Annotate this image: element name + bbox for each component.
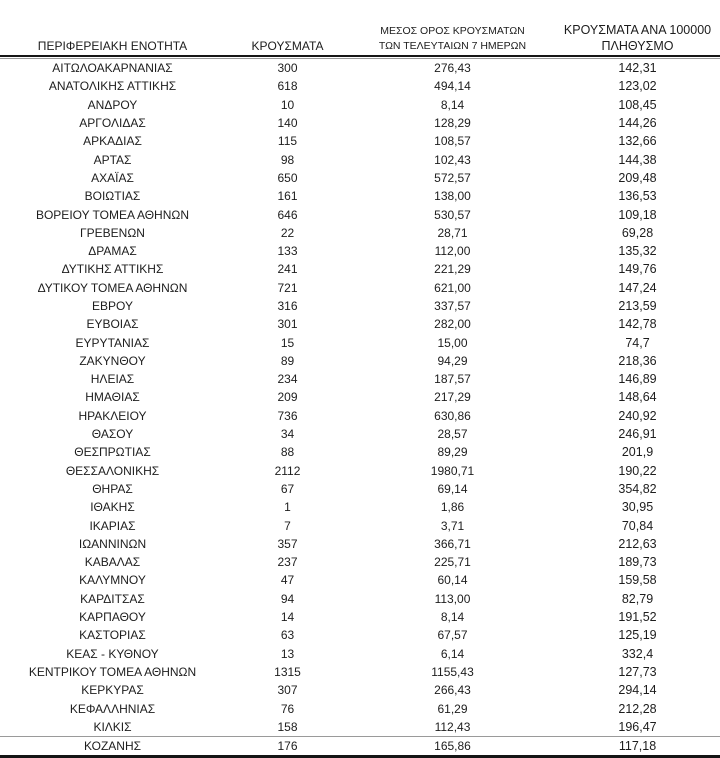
table-row (0, 407, 720, 425)
cell-avg7: 60,14 (437, 573, 468, 588)
cell-cases: 176 (277, 739, 298, 754)
cell-per100k: 240,92 (618, 408, 657, 423)
table-header-row (0, 0, 720, 57)
cell-region: ΒΟΙΩΤΙΑΣ (84, 189, 141, 204)
cell-region: ΖΑΚΥΝΘΟΥ (79, 353, 146, 368)
table-row (0, 297, 720, 315)
table-row (0, 150, 720, 168)
table-row (0, 388, 720, 406)
cell-region: ΚΕΡΚΥΡΑΣ (81, 683, 144, 698)
cell-per100k: 218,36 (618, 353, 657, 368)
cell-avg7: 337,57 (434, 299, 471, 313)
cell-cases: 161 (277, 189, 298, 204)
cell-cases: 14 (280, 610, 295, 625)
cell-cases: 209 (277, 390, 298, 405)
cell-region: ΕΥΡΥΤΑΝΙΑΣ (75, 335, 150, 350)
table-row (0, 590, 720, 608)
cell-per100k: 109,18 (618, 207, 657, 222)
cell-cases: 76 (280, 701, 295, 716)
cell-per100k: 191,52 (618, 610, 657, 625)
cell-region: ΔΥΤΙΚΗΣ ΑΤΤΙΚΗΣ (61, 262, 164, 277)
cell-per100k: 136,53 (618, 189, 657, 204)
cell-avg7: 630,86 (434, 408, 471, 423)
cell-avg7: 108,57 (434, 134, 471, 149)
column-header-region-label: ΠΕΡΙΦΕΡΕΙΑΚΗ ΕΝΟΤΗΤΑ (37, 39, 188, 53)
cell-cases: 98 (280, 152, 295, 167)
cell-region: ΘΗΡΑΣ (92, 481, 133, 496)
cell-cases: 63 (280, 628, 295, 643)
cell-region: ΙΩΑΝΝΙΝΩΝ (78, 536, 147, 551)
cell-avg7: 112,43 (434, 719, 471, 734)
cell-cases: 115 (277, 134, 298, 149)
column-header-avg7-line2: ΤΩΝ ΤΕΛΕΥΤΑΙΩΝ 7 ΗΜΕΡΩΝ (378, 40, 527, 52)
cell-region: ΚΑΡΠΑΘΟΥ (79, 610, 146, 625)
cell-per100k: 132,66 (618, 134, 657, 149)
column-header-cases (225, 39, 350, 54)
cell-avg7: 6,14 (440, 646, 465, 661)
table-row (0, 443, 720, 461)
cell-cases: 237 (277, 555, 298, 570)
table-row (0, 352, 720, 370)
cell-avg7: 102,43 (434, 152, 471, 167)
table-row (0, 462, 720, 480)
cell-per100k: 201,9 (621, 445, 654, 460)
cell-cases: 301 (277, 317, 298, 332)
cell-region: ΗΜΑΘΙΑΣ (85, 390, 140, 405)
column-header-per100k (555, 22, 720, 54)
cell-avg7: 94,29 (437, 353, 468, 368)
cell-avg7: 282,00 (434, 317, 471, 332)
cell-region: ΕΒΡΟΥ (92, 299, 133, 313)
cell-region: ΚΟΖΑΝΗΣ (83, 739, 142, 754)
cell-avg7: 138,00 (434, 189, 471, 204)
table-row (0, 169, 720, 187)
table-row (0, 114, 720, 132)
cell-region: ΘΑΣΟΥ (91, 427, 134, 442)
cell-per100k: 74,7 (625, 335, 650, 350)
cell-per100k: 354,82 (618, 481, 657, 496)
cell-cases: 241 (277, 262, 298, 277)
table-row (0, 699, 720, 717)
cell-cases: 357 (277, 536, 298, 551)
cell-per100k: 117,18 (618, 739, 657, 754)
table-row (0, 77, 720, 95)
table-row (0, 498, 720, 516)
cell-region: ΗΡΑΚΛΕΙΟΥ (78, 408, 147, 423)
cell-avg7: 8,14 (440, 97, 465, 112)
cell-per100k: 135,32 (618, 244, 657, 259)
cell-avg7: 67,57 (437, 628, 468, 643)
cell-per100k: 144,38 (618, 152, 657, 167)
cell-avg7: 112,00 (434, 244, 471, 259)
cell-cases: 650 (277, 170, 298, 185)
table-row (0, 315, 720, 333)
cell-per100k: 142,31 (618, 61, 657, 76)
cell-avg7: 8,14 (440, 610, 465, 625)
cell-region: ΘΕΣΠΡΩΤΙΑΣ (74, 445, 151, 460)
cell-avg7: 69,14 (437, 481, 468, 496)
cell-per100k: 147,24 (618, 280, 657, 295)
cell-per100k: 30,95 (621, 500, 654, 515)
cell-region: ΚΑΛΥΜΝΟΥ (79, 573, 146, 588)
cell-cases: 307 (277, 683, 298, 698)
table-row (0, 224, 720, 242)
cell-avg7: 221,29 (434, 262, 471, 277)
table-row (0, 736, 720, 755)
cell-cases: 88 (280, 445, 295, 460)
cell-cases: 618 (277, 79, 298, 94)
table-row (0, 516, 720, 534)
table-row (0, 645, 720, 663)
cell-avg7: 1,86 (440, 500, 465, 515)
cell-per100k: 125,19 (618, 628, 657, 643)
table-row (0, 626, 720, 644)
cell-per100k: 189,73 (618, 555, 657, 570)
cell-per100k: 108,45 (618, 97, 657, 112)
cell-per100k: 190,22 (618, 463, 657, 478)
cell-cases: 13 (280, 646, 295, 661)
table-row (0, 718, 720, 736)
cell-cases: 22 (280, 225, 295, 240)
cell-per100k: 212,63 (618, 536, 657, 551)
cell-region: ΑΡΚΑΔΙΑΣ (83, 134, 142, 149)
cell-region: ΒΟΡΕΙΟΥ ΤΟΜΕΑ ΑΘΗΝΩΝ (35, 207, 190, 222)
cell-per100k: 212,28 (618, 701, 657, 716)
cell-avg7: 61,29 (437, 701, 468, 716)
cell-per100k: 246,91 (618, 427, 657, 442)
cell-cases: 7 (284, 518, 291, 533)
cell-cases: 721 (277, 280, 298, 295)
cell-region: ΑΝΔΡΟΥ (87, 97, 138, 112)
cell-avg7: 15,00 (437, 335, 468, 350)
cell-avg7: 1980,71 (430, 463, 475, 478)
cell-avg7: 572,57 (434, 170, 471, 185)
table-row (0, 242, 720, 260)
cell-avg7: 187,57 (434, 372, 471, 387)
cell-avg7: 165,86 (434, 739, 471, 754)
cell-region: ΚΑΒΑΛΑΣ (84, 555, 141, 570)
cell-region: ΗΛΕΙΑΣ (90, 372, 135, 387)
column-header-per100k-line1: ΚΡΟΥΣΜΑΤΑ ΑΝΑ 100000 (563, 23, 712, 37)
cell-per100k: 70,84 (621, 518, 654, 533)
cell-region: ΘΕΣΣΑΛΟΝΙΚΗΣ (65, 463, 160, 478)
cell-region: ΔΥΤΙΚΟΥ ΤΟΜΕΑ ΑΘΗΝΩΝ (37, 280, 188, 295)
cell-cases: 234 (277, 372, 298, 387)
table-row (0, 535, 720, 553)
cell-region: ΚΕΑΣ - ΚΥΘΝΟΥ (66, 646, 159, 661)
table-row (0, 59, 720, 77)
table-row (0, 187, 720, 205)
cell-per100k: 148,64 (618, 390, 657, 405)
table-row (0, 608, 720, 626)
cell-cases: 1 (284, 500, 291, 515)
cell-avg7: 89,29 (437, 445, 468, 460)
table-row (0, 663, 720, 681)
cell-region: ΓΡΕΒΕΝΩΝ (80, 225, 145, 240)
cell-region: ΑΝΑΤΟΛΙΚΗΣ ΑΤΤΙΚΗΣ (48, 79, 177, 94)
cell-per100k: 123,02 (618, 79, 657, 94)
table-row (0, 370, 720, 388)
cell-per100k: 213,59 (618, 299, 657, 313)
cell-avg7: 276,43 (434, 61, 471, 76)
cell-avg7: 3,71 (440, 518, 465, 533)
cell-per100k: 146,89 (618, 372, 657, 387)
cell-avg7: 28,57 (437, 427, 468, 442)
cell-region: ΑΧΑΪΑΣ (91, 170, 134, 185)
column-header-region (0, 39, 225, 54)
cell-per100k: 332,4 (621, 646, 654, 661)
cell-cases: 300 (277, 61, 298, 76)
cell-region: ΑΡΤΑΣ (93, 152, 132, 167)
table-body (0, 59, 720, 758)
cell-region: ΕΥΒΟΙΑΣ (86, 317, 139, 332)
cell-cases: 1315 (274, 664, 301, 679)
cell-region: ΙΚΑΡΙΑΣ (89, 518, 136, 533)
cell-per100k: 159,58 (618, 573, 657, 588)
cell-cases: 736 (277, 408, 298, 423)
table-row (0, 681, 720, 699)
table-row (0, 333, 720, 351)
cell-region: ΑΡΓΟΛΙΔΑΣ (79, 116, 146, 131)
cell-region: ΚΑΡΔΙΤΣΑΣ (80, 591, 145, 606)
cell-cases: 47 (280, 573, 295, 588)
cell-cases: 133 (277, 244, 298, 259)
cell-region: ΑΙΤΩΛΟΑΚΑΡΝΑΝΙΑΣ (52, 61, 173, 76)
cell-cases: 15 (280, 335, 295, 350)
column-header-cases-label: ΚΡΟΥΣΜΑΤΑ (251, 39, 324, 53)
cell-avg7: 1155,43 (431, 664, 474, 679)
cell-per100k: 209,48 (618, 170, 657, 185)
column-header-per100k-line2: ΠΛΗΘΥΣΜΟ (601, 39, 674, 53)
table-row (0, 132, 720, 150)
table-row (0, 96, 720, 114)
cell-avg7: 128,29 (434, 116, 471, 131)
cell-region: ΚΕΝΤΡΙΚΟΥ ΤΟΜΕΑ ΑΘΗΝΩΝ (28, 664, 197, 679)
cell-per100k: 144,26 (618, 116, 657, 131)
table-row (0, 571, 720, 589)
table-row (0, 553, 720, 571)
cell-per100k: 127,73 (618, 664, 657, 679)
cell-cases: 2112 (274, 463, 301, 478)
cell-per100k: 196,47 (618, 719, 657, 734)
table-row (0, 205, 720, 223)
cell-avg7: 28,71 (437, 225, 468, 240)
cell-avg7: 494,14 (434, 79, 471, 94)
table-row (0, 279, 720, 297)
cell-cases: 94 (280, 591, 295, 606)
cell-cases: 140 (277, 116, 298, 131)
cell-avg7: 266,43 (434, 683, 471, 698)
cell-cases: 34 (280, 427, 295, 442)
cell-region: ΚΙΛΚΙΣ (93, 719, 132, 734)
cell-per100k: 294,14 (618, 683, 657, 698)
cell-per100k: 142,78 (618, 317, 657, 332)
cell-avg7: 621,00 (434, 280, 471, 295)
cell-cases: 89 (280, 353, 295, 368)
cell-per100k: 149,76 (618, 262, 657, 277)
cell-avg7: 225,71 (434, 555, 471, 570)
table-row (0, 260, 720, 278)
cell-avg7: 366,71 (434, 536, 471, 551)
cell-region: ΔΡΑΜΑΣ (88, 244, 137, 259)
cell-cases: 10 (280, 97, 295, 112)
cell-per100k: 69,28 (621, 225, 654, 240)
cell-cases: 646 (277, 207, 298, 222)
column-header-avg7-line1: ΜΕΣΟΣ ΟΡΟΣ ΚΡΟΥΣΜΑΤΩΝ (380, 25, 525, 37)
cell-avg7: 217,29 (434, 390, 471, 405)
cell-region: ΚΕΦΑΛΛΗΝΙΑΣ (69, 701, 156, 716)
cell-cases: 67 (280, 481, 295, 496)
cell-per100k: 82,79 (621, 591, 654, 606)
cell-region: ΚΑΣΤΟΡΙΑΣ (79, 628, 146, 643)
cell-region: ΙΘΑΚΗΣ (90, 500, 135, 515)
cell-avg7: 113,00 (434, 591, 471, 606)
cell-cases: 316 (277, 299, 298, 313)
table-row (0, 425, 720, 443)
column-header-avg7 (350, 24, 555, 54)
table-row (0, 480, 720, 498)
cell-cases: 158 (277, 719, 298, 734)
cell-avg7: 530,57 (434, 207, 471, 222)
